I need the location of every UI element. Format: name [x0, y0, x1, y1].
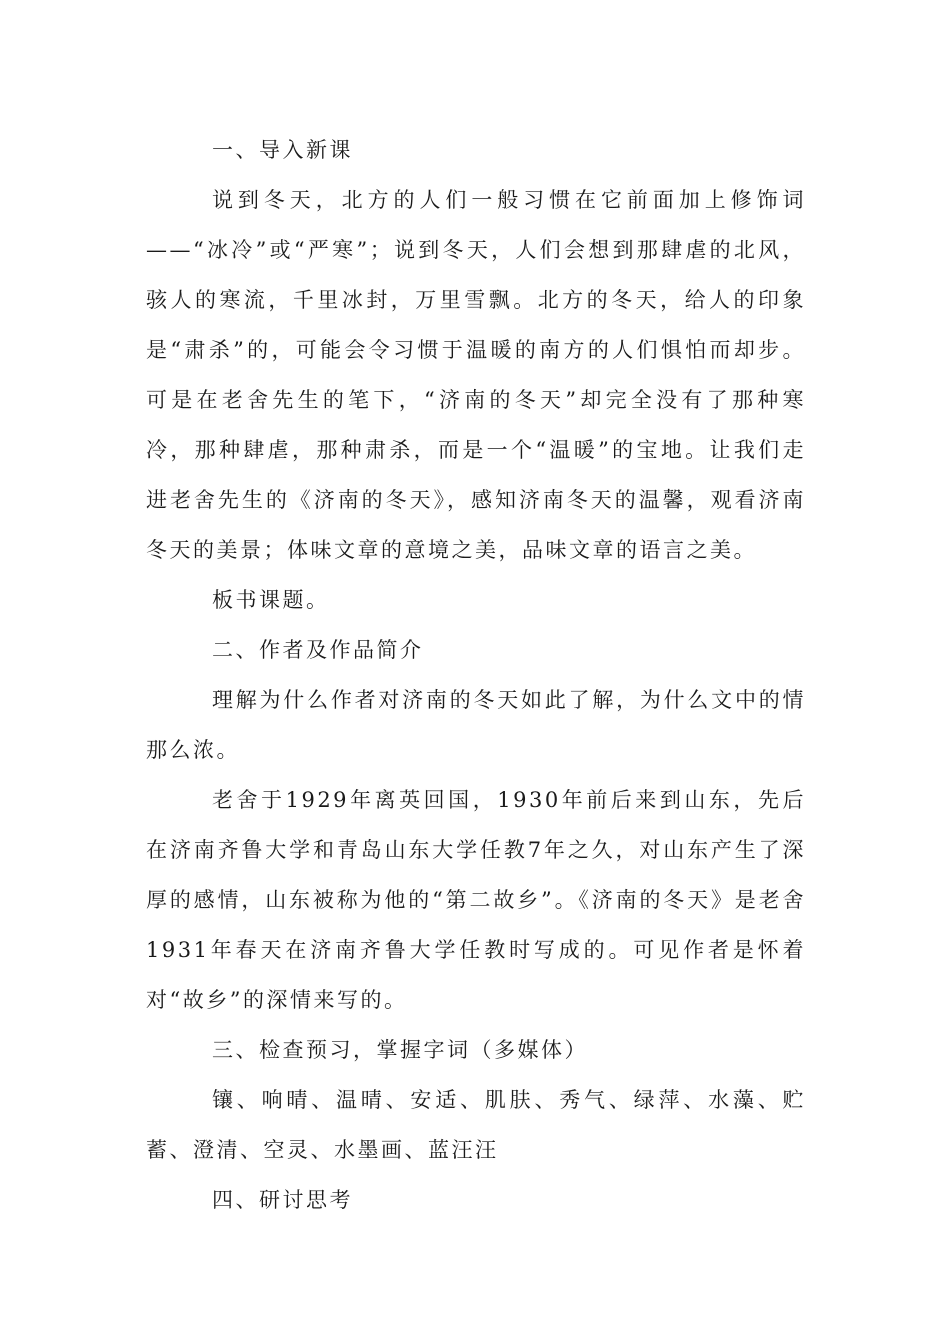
heading-author-intro: 二、作者及作品简介 — [212, 638, 424, 662]
heading-discussion: 四、研讨思考 — [212, 1188, 353, 1212]
heading-preview-check: 三、检查预习，掌握字词（多媒体） — [212, 1038, 588, 1062]
paragraph-understanding: 理解为什么作者对济南的冬天如此了解，为什么文中的情那么浓。 — [146, 688, 806, 762]
paragraph-winter-intro: 说到冬天，北方的人们一般习惯在它前面加上修饰词——“冰冷”或“严寒”；说到冬天，人们会想到那肆虐的北风，骇人的寒流，千里冰封，万里雪飘。北方的冬天，给人的印象是“肃杀”的，可能会令习惯于温暖的南方的人们惧怕而却步。可是在老舍先生的笔下，“济南的冬天”却完全没有了那种寒冷，那种肆虐，那种肃杀，而是一个“温暖”的宝地。让我们走进老舍先生的《济南的冬天》，感知济南冬天的温馨，观看济南冬天的美景；体味文章的意境之美，品味文章的语言之美。 — [146, 188, 806, 562]
document-body — [146, 125, 806, 1225]
heading-introduction: 一、导入新课 — [212, 138, 353, 162]
paragraph-board-title: 板书课题。 — [212, 588, 330, 612]
paragraph-laoshe-bio: 老舍于1929年离英回国，1930年前后来到山东，先后在济南齐鲁大学和青岛山东大学任教7年之久，对山东产生了深厚的感情，山东被称为他的“第二故乡”。《济南的冬天》是老舍1931年春天在济南齐鲁大学任教时写成的。可见作者是怀着对“故乡”的深情来写的。 — [146, 788, 806, 1012]
paragraph-vocabulary: 镶、响晴、温晴、安适、肌肤、秀气、绿萍、水藻、贮蓄、澄清、空灵、水墨画、蓝汪汪 — [146, 1088, 806, 1162]
